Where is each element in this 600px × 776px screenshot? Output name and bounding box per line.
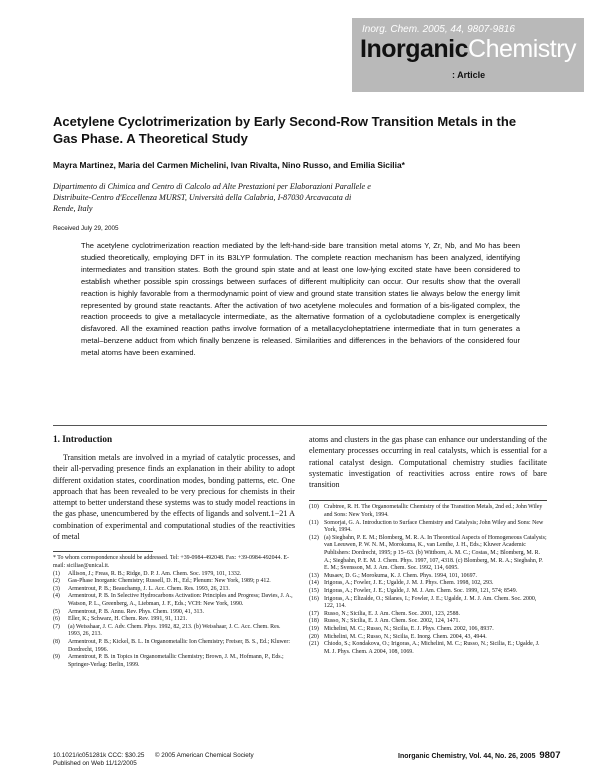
reference-item [309,626,547,634]
reference-item [309,535,547,573]
reference-item [309,641,547,656]
reference-number: (19) [309,625,319,632]
reference-text: Armentrout, P. B.; Beauchamp, J. L. Acc. Chem. Res. 1993, 26, 213. [68,585,230,592]
reference-item [309,504,547,519]
reference-number: (8) [53,638,60,645]
reference-item [309,520,547,535]
reference-number: (18) [309,618,319,625]
reference-number: (11) [309,519,319,526]
logo-inorganic: Inorganic [360,35,469,63]
reference-text: Irigoras, A.; Fowler, J. E.; Ugalde, J. M. J. Am. Chem. Soc. 1999, 121, 574; 8549. [324,588,518,595]
journal-volume-line: Inorganic Chemistry, Vol. 44, No. 26, 2005 [398,753,536,760]
year-volume-pages: 2005, 44, 9807-9816 [422,24,515,35]
reference-number: (6) [53,616,60,623]
intro-paragraph: Transition metals are involved in a myriad of catalytic processes, and their all-pervading presence finds an explanation in their ability to adopt different oxidation states, coordination modes, bonding patterns, etc. One approach that has been revealed to be very precious for chemists in their attempt to better understand these systems was to study model reactions in the gas phase, unencumbered by the effects of ligands and solvent.1−21 A combination of experimental and computational studies of the reactivities of metal [53,453,295,542]
reference-item [53,586,295,594]
section-heading-introduction: 1. Introduction [53,434,113,444]
reference-text: Irigoras, A.; Fowler, J. E.; Ugalde, J. M. J. Phys. Chem. 1998, 102, 293. [324,580,494,587]
reference-text: Michelini, M. C.; Russo, N.; Sicilia, E. J. Phys. Chem. 2002, 106, 8937. [324,625,494,632]
reference-text: Gas-Phase Inorganic Chemistry; Russell, D. H., Ed.; Plenum: New York, 1989; p 412. [68,578,271,585]
received-date: Received July 29, 2005 [53,225,119,232]
reference-item [53,578,295,586]
reference-number: (14) [309,580,319,587]
reference-number: (3) [53,585,60,592]
reference-text: Eller, K.; Schwarz, H. Chem. Rev. 1991, 91, 1121. [68,616,188,623]
reference-text: Irigoras, A.; Elizalde, O.; Silanes, I.; Fowler, J. E.; Ugalde, J. M. J. Am. Chem. Soc. 2000, 122, 114. [324,595,537,610]
left-column [53,434,295,669]
reference-number: (7) [53,623,60,630]
reference-item [309,588,547,596]
reference-number: (5) [53,608,60,615]
reference-text: Armentrout, P. B. Annu. Rev. Phys. Chem. 1990, 41, 313. [68,608,204,615]
reference-text: Chiodo, S.; Kondakova, O.; Irigoras, A.; Michelini, M. C.; Russo, N.; Sicilia, E.; Ugalde, J. M. J. Phys. Chem. A 2004, 108, 1069. [324,641,540,655]
reference-number: (13) [309,572,319,579]
reference-text: Michelini, M. C.; Russo, N.; Sicilia, E. Inorg. Chem. 2004, 43, 4944. [324,633,487,640]
correspondence-footnote: * To whom correspondence should be addressed. Tel: +39-0984-492048. Fax: +39-0984-492044. E-mail: siciliae@unical.it. [53,555,289,569]
article-title: Acetylene Cyclotrimerization by Early Second-Row Transition Metals in the Gas Phase. A Theoretical Study [53,114,517,146]
logo-chemistry: Chemistry [468,35,577,63]
doi: 10.1021/ic051281k CCC: $30.25 [53,752,145,759]
abstract: The acetylene cyclotrimerization reaction mediated by the left-hand-side bare transition metal atoms Y, Zr, Nb, and Mo has been studied theoretically, employing DFT in its B3LYP formulation. The complete reaction mechanism has been analyzed, identifying intermediates and transition states. Both the ground spin state and at least one low-lying excited state have been considered to establish whether possible spin crossings between surfaces of different multiplicity can occur. Our results show that the overall reaction is highly favorable from a thermodynamic point of view and ground state transition states lie always below the energy limit represented by ground state reactants. After the activation of two acetylene molecules and formation of a bis-ligated complex, the reaction proceeds to give a metallacycle intermediate, as the alternative formation of a cyclobutadiene complex is energetically disfavored. All the examined reaction paths involve formation of a metallacycloheptatriene intermediate that in turn generates a metal–benzene adduct from which finally benzene is released. Similarities and differences in the behaviors of the considered four metal atoms have been examined. [81,241,520,358]
footer-left [53,752,254,767]
reference-text: (a) Weisshaar, J. C. Adv. Chem. Phys. 1992, 82, 213. (b) Weisshaar, J. C. Acc. Chem. Res. 1993, 26, 213. [68,623,281,638]
reference-item [309,596,547,611]
reference-number: (20) [309,633,319,640]
reference-text: Musaev, D. G.; Morokuma, K. J. Chem. Phys. 1994, 101, 10697. [324,572,477,579]
footer-right [398,750,561,761]
journal-citation [362,24,515,35]
journal-abbrev: Inorg. Chem. [362,24,420,35]
reference-item [53,616,295,624]
reference-item [309,618,547,626]
reference-text: Somorjai, G. A. Introduction to Surface Chemistry and Catalysis; John Wiley and Sons: New York, 1994. [324,519,544,534]
reference-item [53,639,295,654]
reference-item [309,580,547,588]
published-date: Published on Web 11/12/2005 [53,759,137,767]
right-column [309,434,547,656]
reference-list-left [53,571,295,670]
page-number: 9807 [539,750,561,761]
reference-number: (9) [53,654,60,661]
reference-number: (12) [309,534,319,541]
reference-number: (10) [309,504,319,511]
reference-text: Armentrout, P. B. in Topics in Organometallic Chemistry; Brown, J. M., Hofmann, P., Eds.; Springer-Verlag: Berlin, 1999. [68,654,284,668]
reference-item [53,593,295,608]
article-type-label: : Article [452,70,486,80]
reference-text: Russo, N.; Sicilia, E. J. Am. Chem. Soc. 2001, 123, 2588. [324,610,460,617]
reference-text: Allison, J.; Freas, R. B.; Ridge, D. P. J. Am. Chem. Soc. 1979, 101, 1332. [68,570,242,577]
reference-number: (21) [309,641,319,648]
reference-text: (a) Siegbahn, P. E. M.; Blomberg, M. R. A. In Theoretical Aspects of Homogeneous Catalysis; van Leeuwen, P. W. N. M., Morokuma, K., van Lenthe, J. H., Eds.; Kluwer Academic Publishers: Dordrecht, 1995; p 15−63. (b) Wittborn, A. M. C.; Costas, M.; Blomberg, M. R. A.; Siegbahn, P. E. M. J. Chem. Phys. 1997, 107, 4318. (c) Blomberg, M. R. A.; Siegbahn, P. E. M.; Svensson, M. J. Am. Chem. Soc. 1992, 114, 6095. [324,534,547,572]
abstract-divider [53,425,547,426]
reference-list-right [309,504,547,656]
reference-item [53,624,295,639]
reference-text: Russo, N.; Sicilia, E. J. Am. Chem. Soc. 2002, 124, 1471. [324,618,460,625]
reference-item [309,611,547,619]
author-list: Mayra Martinez, Maria del Carmen Michelini, Ivan Rivalta, Nino Russo, and Emilia Sicilia* [53,160,405,170]
reference-number: (17) [309,610,319,617]
reference-number: (4) [53,593,60,600]
reference-item [53,654,295,669]
reference-text: Armentrout, P. B.; Kickel, B. L. In Organometallic Ion Chemistry; Freiser, B. S., Ed.; Kluwer: Dordrecht, 1996. [68,638,290,653]
reference-item [309,634,547,642]
reference-text: Armentrout, P. B. In Selective Hydrocarbons Activation: Principles and Progress; Davies, J. A., Watson, P. L., Greenberg, A., Liebman, J. F., Eds.; VCH: New York, 1990. [68,593,293,607]
affiliation: Dipartimento di Chimica and Centro di Calcolo ad Alte Prestazioni per Elaborazioni Parallele e Distribuite-Centro d'Eccellenza MURST, Università della Calabria, I-87030 Arcavacata di Rende, Italy [53,182,371,213]
reference-number: (15) [309,588,319,595]
intro-paragraph-continued: atoms and clusters in the gas phase can enhance our understanding of the elementary processes occurring in real catalysts, which is essential for a rational catalyst design. Computational chemistry studies facilitate systematic investigation of reactivities across entire rows of bare transition [309,435,547,490]
reference-text: Crabtree, R. H. The Organometallic Chemistry of the Transition Metals, 2nd ed.; John Wiley and Sons: New York, 1994. [324,504,543,519]
reference-divider [309,500,547,501]
reference-item [53,571,295,579]
reference-number: (16) [309,595,319,602]
reference-item [53,609,295,617]
reference-number: (2) [53,578,60,585]
copyright: © 2005 American Chemical Society [154,752,254,759]
journal-logo [360,35,576,63]
footnote-divider [53,551,153,552]
reference-item [309,573,547,581]
reference-number: (1) [53,570,60,577]
